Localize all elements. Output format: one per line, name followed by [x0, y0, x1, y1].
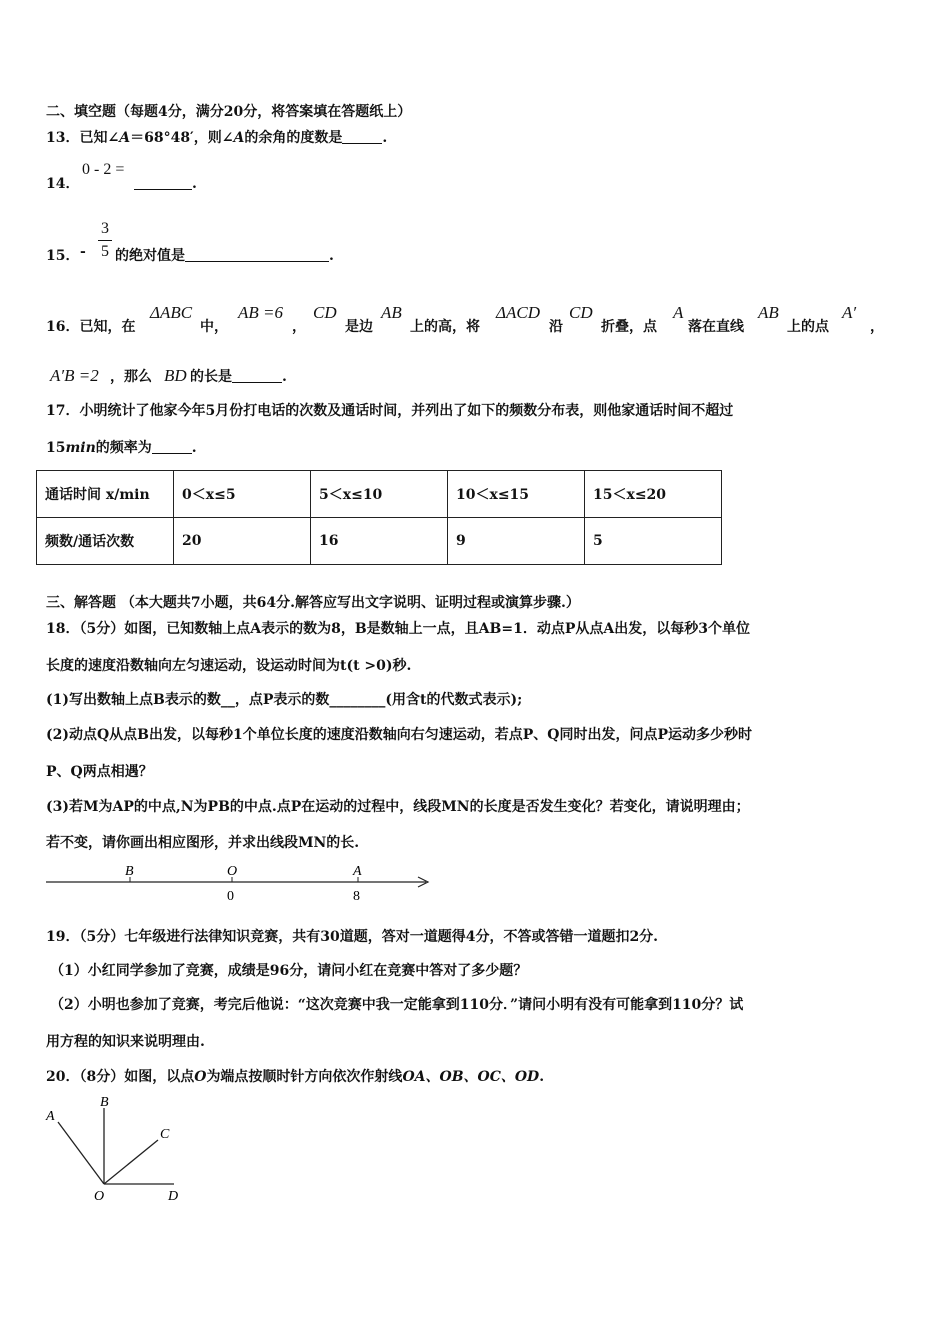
table-cell: 0＜x≤5	[174, 471, 311, 518]
q16-m11: BD	[164, 366, 187, 385]
label-b: B	[125, 864, 134, 879]
q16-t10: ，	[870, 319, 884, 335]
tick-label-0: 0	[227, 889, 234, 904]
question-14-answer	[134, 175, 197, 193]
frequency-table	[36, 470, 722, 565]
q16-t3: ，	[292, 319, 306, 335]
question-18-part3-cont: 若不变，请你画出相应图形，并求出线段MN的长.	[46, 835, 360, 851]
table-cell: 10＜x≤15	[448, 471, 585, 518]
q13-end: .	[382, 130, 388, 146]
q13-answer-blank	[342, 129, 382, 144]
question-15-text	[115, 247, 334, 265]
ray-oc	[104, 1140, 158, 1184]
q16-m6: CD	[569, 303, 593, 322]
q17-answer-blank	[152, 439, 192, 454]
q16-end: .	[282, 369, 287, 385]
rays-figure	[40, 1092, 200, 1206]
q13-text-mid: ＝68°48′，则∠	[130, 130, 234, 146]
q16-t1: 已知，在	[79, 319, 136, 335]
q16-t9: 上的点	[787, 319, 829, 335]
tick-label-8: 8	[353, 889, 360, 904]
question-19-line1: 19．（5分）七年级进行法律知识竞赛，共有30道题，答对一道题得4分，不答或答错一道题扣2分.	[46, 929, 659, 945]
q16-m3: CD	[313, 303, 337, 322]
table-cell: 5＜x≤10	[311, 471, 448, 518]
q20-mid: 为端点按顺时针方向依次作射线	[206, 1069, 403, 1085]
question-18-line1: 18．（5分）如图，已知数轴上点A表示的数为8，B是数轴上一点，且AB=1．动点P从点A出发，以每秒3个单位	[46, 621, 750, 637]
question-18-part2-cont: P、Q两点相遇？	[46, 764, 153, 780]
question-20	[46, 1068, 544, 1086]
q16-t6: 沿	[549, 319, 563, 335]
q16-m8: AB	[758, 303, 779, 322]
q15-end: .	[329, 248, 334, 264]
q20-end: .	[539, 1069, 545, 1085]
number-line-figure	[40, 860, 440, 906]
q15-denominator: 5	[101, 243, 109, 260]
q16-answer-blank	[232, 368, 282, 383]
q15-numerator: 3	[101, 220, 109, 237]
label-b: B	[100, 1095, 109, 1110]
q15-post: 的绝对值是	[115, 248, 185, 264]
q16-m5: ΔACD	[496, 303, 540, 322]
question-17-line1: 17．小明统计了他家今年5月份打电话的次数及通话时间，并列出了如下的频数分布表，则他家通话时间不超过	[46, 403, 734, 419]
q16-t4: 是边	[345, 319, 373, 335]
question-18-part1: (1)写出数轴上点B表示的数__，点P表示的数________(用含t的代数式表示);	[46, 692, 523, 708]
section-2-header: 二、填空题（每题4分，满分20分，将答案填在答题纸上）	[46, 104, 412, 120]
table-cell: 5	[585, 518, 722, 565]
q15-fraction	[98, 220, 112, 261]
question-18-part2: (2)动点Q从点B出发，以每秒1个单位长度的速度沿数轴向右匀速运动，若点P、Q同时出发，问点P运动多少秒时	[46, 727, 753, 743]
q16-t11: ，那么	[110, 369, 152, 385]
table-cell: 20	[174, 518, 311, 565]
q13-text-post: 的余角的度数是	[244, 130, 343, 146]
q14-answer-blank	[134, 175, 192, 190]
q16-m2: AB =6	[238, 303, 283, 322]
table-cell: 9	[448, 518, 585, 565]
ray-oa	[58, 1122, 104, 1184]
label-o: O	[94, 1189, 105, 1204]
q16-m9: A′	[842, 303, 857, 322]
question-13	[46, 129, 387, 147]
q20-pre: 20．（8分）如图，以点	[46, 1069, 195, 1085]
label-c: C	[160, 1127, 170, 1142]
table-row	[37, 518, 722, 565]
label-a: A	[353, 864, 362, 879]
q17-line2-pre: 15	[46, 440, 66, 456]
q13-text-pre: 已知∠	[79, 130, 120, 146]
q15-answer-blank	[185, 247, 329, 262]
question-14-number: 14．	[46, 176, 80, 192]
question-19-part2: （2）小明也参加了竞赛，考完后他说：“这次竞赛中我一定能拿到110分．”请问小明有没有可能拿到110分？试	[50, 997, 744, 1013]
q16-m10: A′B =2	[50, 366, 99, 385]
q17-line2-post: 的频率为	[95, 440, 152, 456]
table-cell: 16	[311, 518, 448, 565]
table-cell: 频数/通话次数	[37, 518, 174, 565]
q17-line2-var: min	[65, 440, 96, 456]
question-17-line2	[46, 439, 197, 457]
label-a: A	[46, 1109, 55, 1124]
question-14-expression: 0 - 2 =	[82, 161, 125, 178]
question-19-part1: （1）小红同学参加了竞赛，成绩是96分，请问小红在竞赛中答对了多少题？	[50, 963, 528, 979]
q16-t7: 折叠，点	[601, 319, 657, 335]
q16-answer	[190, 368, 287, 386]
section-3-header: 三、解答题 （本大题共7小题，共64分.解答应写出文字说明、证明过程或演算步骤.）	[46, 595, 580, 611]
q16-t2: 中，	[200, 319, 228, 335]
label-o: O	[227, 864, 238, 879]
table-row	[37, 471, 722, 518]
q16-m7: A	[673, 303, 684, 322]
q20-rays: OA、OB、OC、OD	[402, 1069, 540, 1085]
q16-number: 16．	[46, 319, 80, 335]
q16-t5: 上的高，将	[410, 319, 480, 335]
question-16-number	[46, 318, 135, 336]
q17-end: .	[191, 440, 197, 456]
table-cell: 通话时间 x/min	[37, 471, 174, 518]
q16-t8: 落在直线	[688, 319, 744, 335]
question-19-part2-cont: 用方程的知识来说明理由.	[46, 1034, 205, 1050]
q13-var-a2: A	[233, 130, 245, 146]
q16-m1: ΔABC	[150, 303, 193, 322]
question-18-line2: 长度的速度沿数轴向左匀速运动，设运动时间为t(t >0)秒.	[46, 658, 412, 674]
q14-end: .	[192, 176, 197, 192]
q15-sign: -	[80, 244, 86, 260]
q13-number: 13．	[46, 130, 80, 146]
q16-m4: AB	[381, 303, 402, 322]
q20-var-o: O	[194, 1069, 207, 1085]
table-cell: 15＜x≤20	[585, 471, 722, 518]
question-18-part3: (3)若M为AP的中点,N为PB的中点.点P在运动的过程中，线段MN的长度是否发生变化？若变化，请说明理由；	[46, 799, 750, 815]
q13-var-a: A	[119, 130, 131, 146]
question-15-number: 15．	[46, 248, 80, 264]
q16-t12: 的长是	[190, 369, 232, 385]
label-d: D	[168, 1189, 179, 1204]
